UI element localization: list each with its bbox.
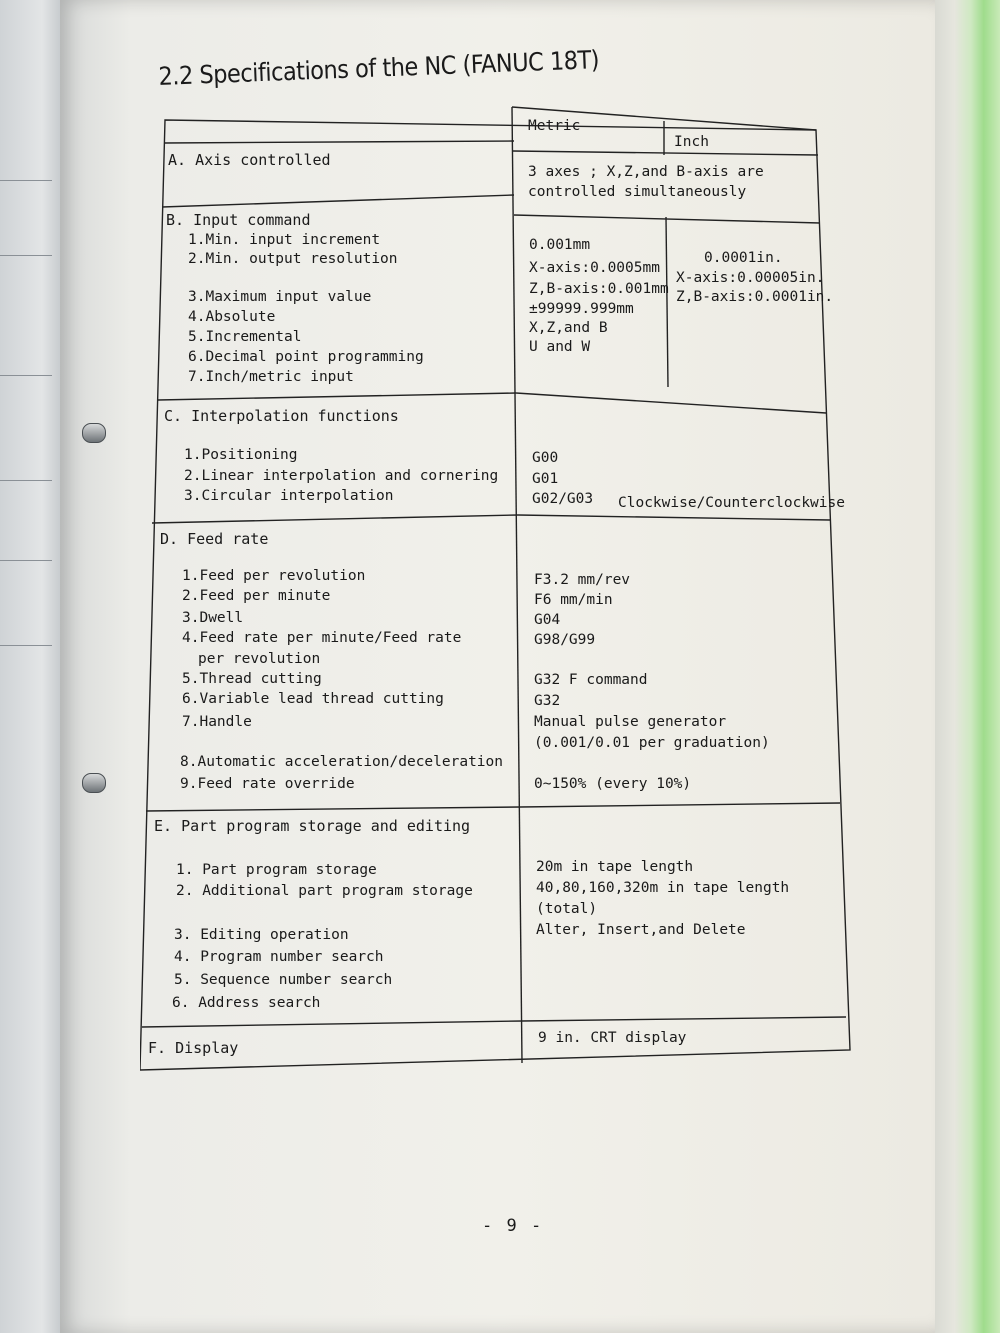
list-item: 7.Inch/metric input xyxy=(188,369,354,385)
list-item: 3.Maximum input value xyxy=(188,289,372,305)
list-item: 5.Thread cutting xyxy=(182,671,322,687)
list-item: 5. Sequence number search xyxy=(174,972,393,988)
section-e-title: E. Part program storage and editing xyxy=(154,817,471,835)
feed-value: F3.2 mm/rev xyxy=(534,572,631,588)
feed-value: G32 F command xyxy=(534,672,648,688)
list-item: 6.Variable lead thread cutting xyxy=(182,691,444,707)
list-item: 1.Positioning xyxy=(184,447,298,463)
list-item: 8.Automatic acceleration/deceleration xyxy=(180,754,504,770)
list-item: 3.Circular interpolation xyxy=(184,488,394,504)
list-item: 1.Feed per revolution xyxy=(182,568,366,584)
storage-value: Alter, Insert,and Delete xyxy=(536,922,746,938)
list-item: 4.Feed rate per minute/Feed rate xyxy=(182,630,462,646)
list-item: 6.Decimal point programming xyxy=(188,349,424,365)
direction-note: Clockwise/Counterclockwise xyxy=(618,495,845,511)
list-item: 7.Handle xyxy=(182,714,252,730)
gcode-value: G02/G03 xyxy=(532,491,594,507)
section-a-title: A. Axis controlled xyxy=(168,151,331,169)
inch-value: X-axis:0.00005in. xyxy=(676,270,825,286)
gcode-value: G01 xyxy=(532,471,559,487)
list-item: 3.Dwell xyxy=(182,610,244,626)
inch-value: Z,B-axis:0.0001in. xyxy=(676,289,834,305)
inch-column-header: Inch xyxy=(674,134,709,150)
section-b-title: B. Input command xyxy=(166,211,311,229)
metric-column-header: Metric xyxy=(528,118,581,134)
display-value: 9 in. CRT display xyxy=(538,1030,687,1046)
section-a-value: controlled simultaneously xyxy=(528,184,747,200)
list-item: 9.Feed rate override xyxy=(180,776,355,792)
spec-table xyxy=(140,95,852,1075)
list-item: 1.Min. input increment xyxy=(188,232,381,248)
binder-ring xyxy=(82,773,106,793)
metric-value: U and W xyxy=(529,339,591,355)
list-item: 2.Feed per minute xyxy=(182,588,331,604)
metric-value: X-axis:0.0005mm xyxy=(529,260,660,276)
metric-value: 0.001mm xyxy=(529,237,591,253)
section-d-title: D. Feed rate xyxy=(160,530,269,548)
binder-ring xyxy=(82,423,106,443)
section-c-title: C. Interpolation functions xyxy=(164,407,399,425)
page-number: - 9 - xyxy=(482,1216,544,1236)
metric-value: Z,B-axis:0.001mm xyxy=(529,281,669,297)
gcode-value: G00 xyxy=(532,450,559,466)
feed-value: G32 xyxy=(534,693,561,709)
list-item: per revolution xyxy=(198,651,321,667)
list-item: 5.Incremental xyxy=(188,329,302,345)
feed-value: G04 xyxy=(534,612,561,628)
feed-value: G98/G99 xyxy=(534,632,596,648)
list-item: 1. Part program storage xyxy=(176,862,377,878)
list-item: 4.Absolute xyxy=(188,309,276,325)
feed-value: Manual pulse generator xyxy=(534,714,727,730)
page-title: 2.2 Specifications of the NC (FANUC 18T) xyxy=(158,45,600,91)
feed-value: 0~150% (every 10%) xyxy=(534,776,692,792)
storage-value: (total) xyxy=(536,901,598,917)
section-f-title: F. Display xyxy=(148,1039,239,1057)
metric-value: X,Z,and B xyxy=(529,320,608,336)
section-a-value: 3 axes ; X,Z,and B-axis are xyxy=(528,164,764,180)
stacked-pages-edge xyxy=(935,0,1000,1333)
feed-value: F6 mm/min xyxy=(534,592,613,608)
list-item: 4. Program number search xyxy=(174,949,384,965)
list-item: 6. Address search xyxy=(172,995,321,1011)
list-item: 3. Editing operation xyxy=(174,927,349,943)
inch-value: 0.0001in. xyxy=(704,250,783,266)
storage-value: 40,80,160,320m in tape length xyxy=(536,880,790,896)
list-item: 2. Additional part program storage xyxy=(176,883,473,899)
metric-value: ±99999.999mm xyxy=(529,301,634,317)
list-item: 2.Min. output resolution xyxy=(188,251,398,267)
feed-value: (0.001/0.01 per graduation) xyxy=(534,735,770,751)
list-item: 2.Linear interpolation and cornering xyxy=(184,468,499,484)
storage-value: 20m in tape length xyxy=(536,859,694,875)
